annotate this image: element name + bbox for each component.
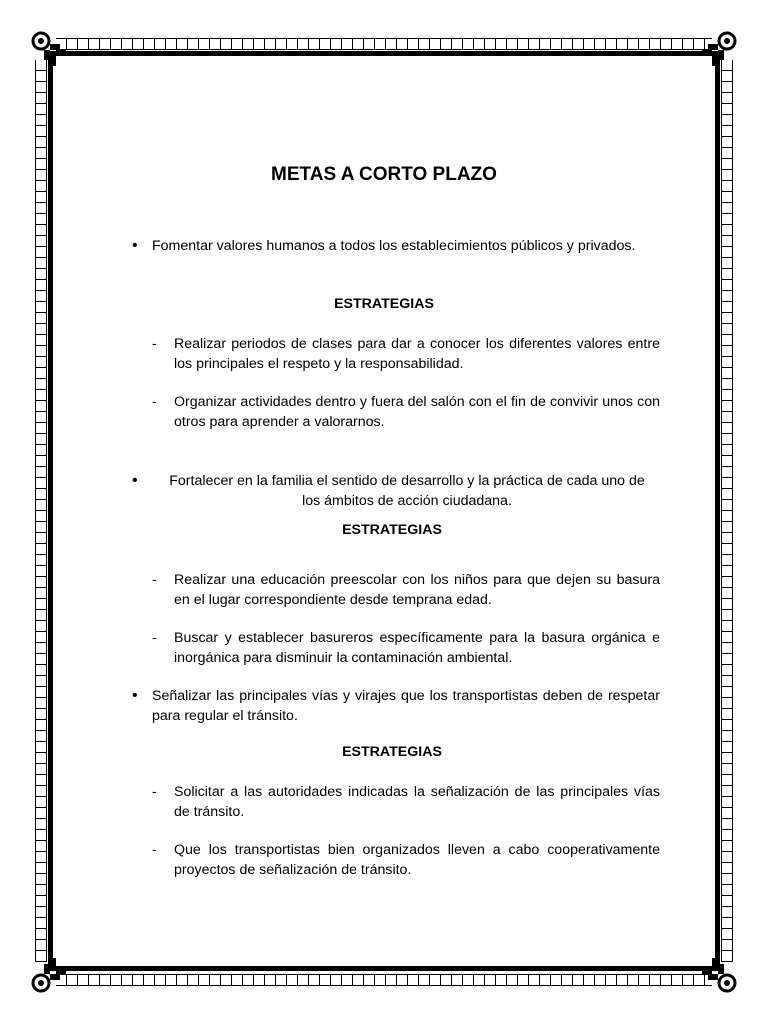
strategy-text: Realizar una educación preescolar con los niños para que dejen su basura en el lugar correspondiente desde temprana edad.	[174, 572, 660, 608]
goal-item	[132, 686, 660, 726]
strategies-heading: ESTRATEGIAS	[334, 296, 434, 312]
strategy-item	[152, 570, 660, 610]
strategy-text: Que los transportistas bien organizados lleven a cabo cooperativamente proyectos de señalización de tránsito.	[174, 842, 660, 878]
dash-icon: -	[152, 572, 157, 588]
bullet-icon: •	[132, 472, 138, 489]
dash-icon: -	[152, 336, 157, 352]
goal-text: Señalizar las principales vías y virajes que los transportistas deben de respetar para regular el tránsito.	[152, 688, 660, 724]
bullet-icon: •	[132, 237, 138, 254]
border-top-bar	[50, 51, 718, 56]
dash-icon: -	[152, 394, 157, 410]
corner-ornament-top-right	[702, 30, 738, 66]
strategy-item	[152, 334, 660, 374]
goal-text-line-2: los ámbitos de acción ciudadana.	[302, 493, 512, 509]
border-top-ladder	[56, 38, 712, 50]
page-title: METAS A CORTO PLAZO	[271, 164, 497, 185]
goal-text: Fomentar valores humanos a todos los establecimientos públicos y privados.	[152, 238, 636, 254]
corner-ornament-bottom-right	[702, 958, 738, 994]
strategy-text: Realizar periodos de clases para dar a conocer los diferentes valores entre los principales el respeto y la responsabilidad.	[174, 336, 660, 372]
strategy-item	[152, 782, 660, 822]
border-bottom-bar	[50, 966, 718, 971]
bullet-icon: •	[132, 687, 138, 704]
border-left-ladder	[35, 60, 47, 962]
dash-icon: -	[152, 842, 157, 858]
goal-item	[132, 471, 660, 511]
goal-item	[132, 236, 672, 256]
border-right-bar	[715, 51, 720, 971]
strategy-item	[152, 840, 660, 880]
dash-icon: -	[152, 630, 157, 646]
border-right-ladder	[721, 60, 733, 962]
strategy-text: Solicitar a las autoridades indicadas la señalización de las principales vías de tránsito.	[174, 784, 660, 820]
goal-text-line-1: Fortalecer en la familia el sentido de desarrollo y la práctica de cada uno de	[169, 473, 645, 489]
strategy-text: Buscar y establecer basureros específicamente para la basura orgánica e inorgánica para disminuir la contaminación ambiental.	[174, 630, 660, 666]
strategies-heading: ESTRATEGIAS	[342, 744, 442, 760]
strategy-item	[152, 392, 660, 432]
strategy-item	[152, 628, 660, 668]
strategy-text: Organizar actividades dentro y fuera del salón con el fin de convivir unos con otros para aprender a valorarnos.	[174, 394, 660, 430]
corner-ornament-bottom-left	[30, 958, 66, 994]
border-left-bar	[48, 51, 53, 971]
strategies-heading: ESTRATEGIAS	[342, 522, 442, 538]
corner-ornament-top-left	[30, 30, 66, 66]
dash-icon: -	[152, 784, 157, 800]
border-bottom-ladder	[56, 974, 712, 986]
